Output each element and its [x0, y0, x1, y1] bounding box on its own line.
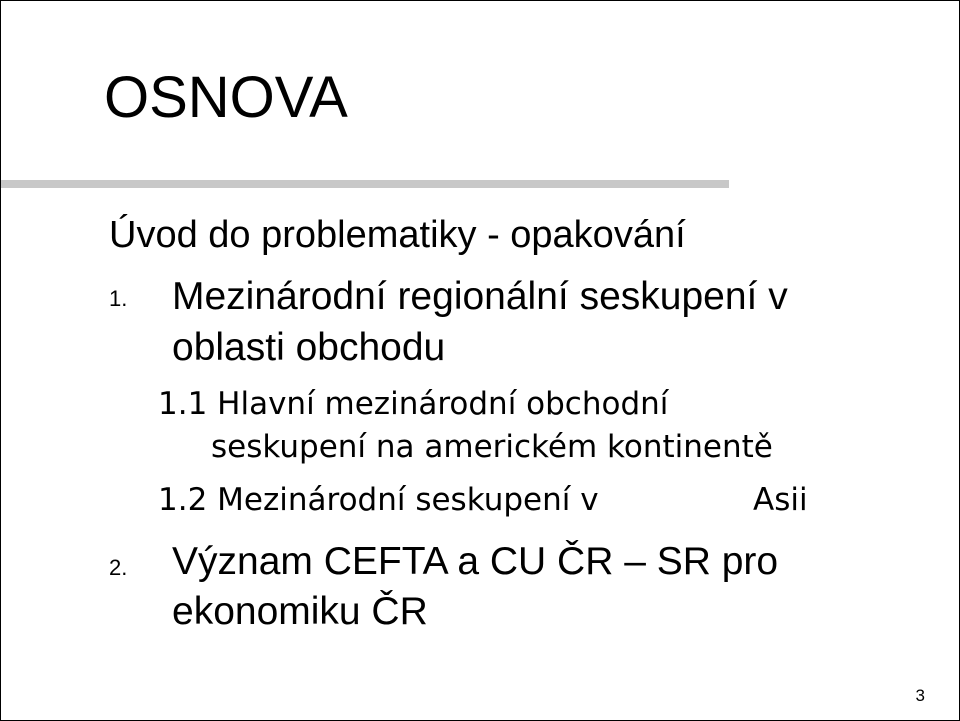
item-2-line-1: Význam CEFTA a CU ČR – SR pro: [172, 540, 779, 583]
item-2-number: 2.: [109, 555, 128, 580]
item-1-line-1: Mezinárodní regionální seskupení v: [172, 275, 788, 318]
intro-line: Úvod do problematiky - opakování: [109, 214, 686, 256]
item-1-number: 1.: [109, 286, 128, 311]
slide-title: OSNOVA: [104, 65, 348, 130]
subitem-1-2-line-2: Asii: [753, 482, 808, 518]
item-2-line-2: ekonomiku ČR: [172, 590, 428, 633]
item-1-line-2: oblasti obchodu: [172, 326, 446, 369]
subitem-1-1-line-1: 1.1 Hlavní mezinárodní obchodní: [158, 386, 669, 422]
page-number: 3: [915, 686, 925, 705]
subitem-1-1-line-2: seskupení na americkém kontinentě: [211, 429, 773, 465]
subitem-1-2-line-1: 1.2 Mezinárodní seskupení v: [158, 482, 599, 518]
title-underline: [1, 180, 729, 188]
